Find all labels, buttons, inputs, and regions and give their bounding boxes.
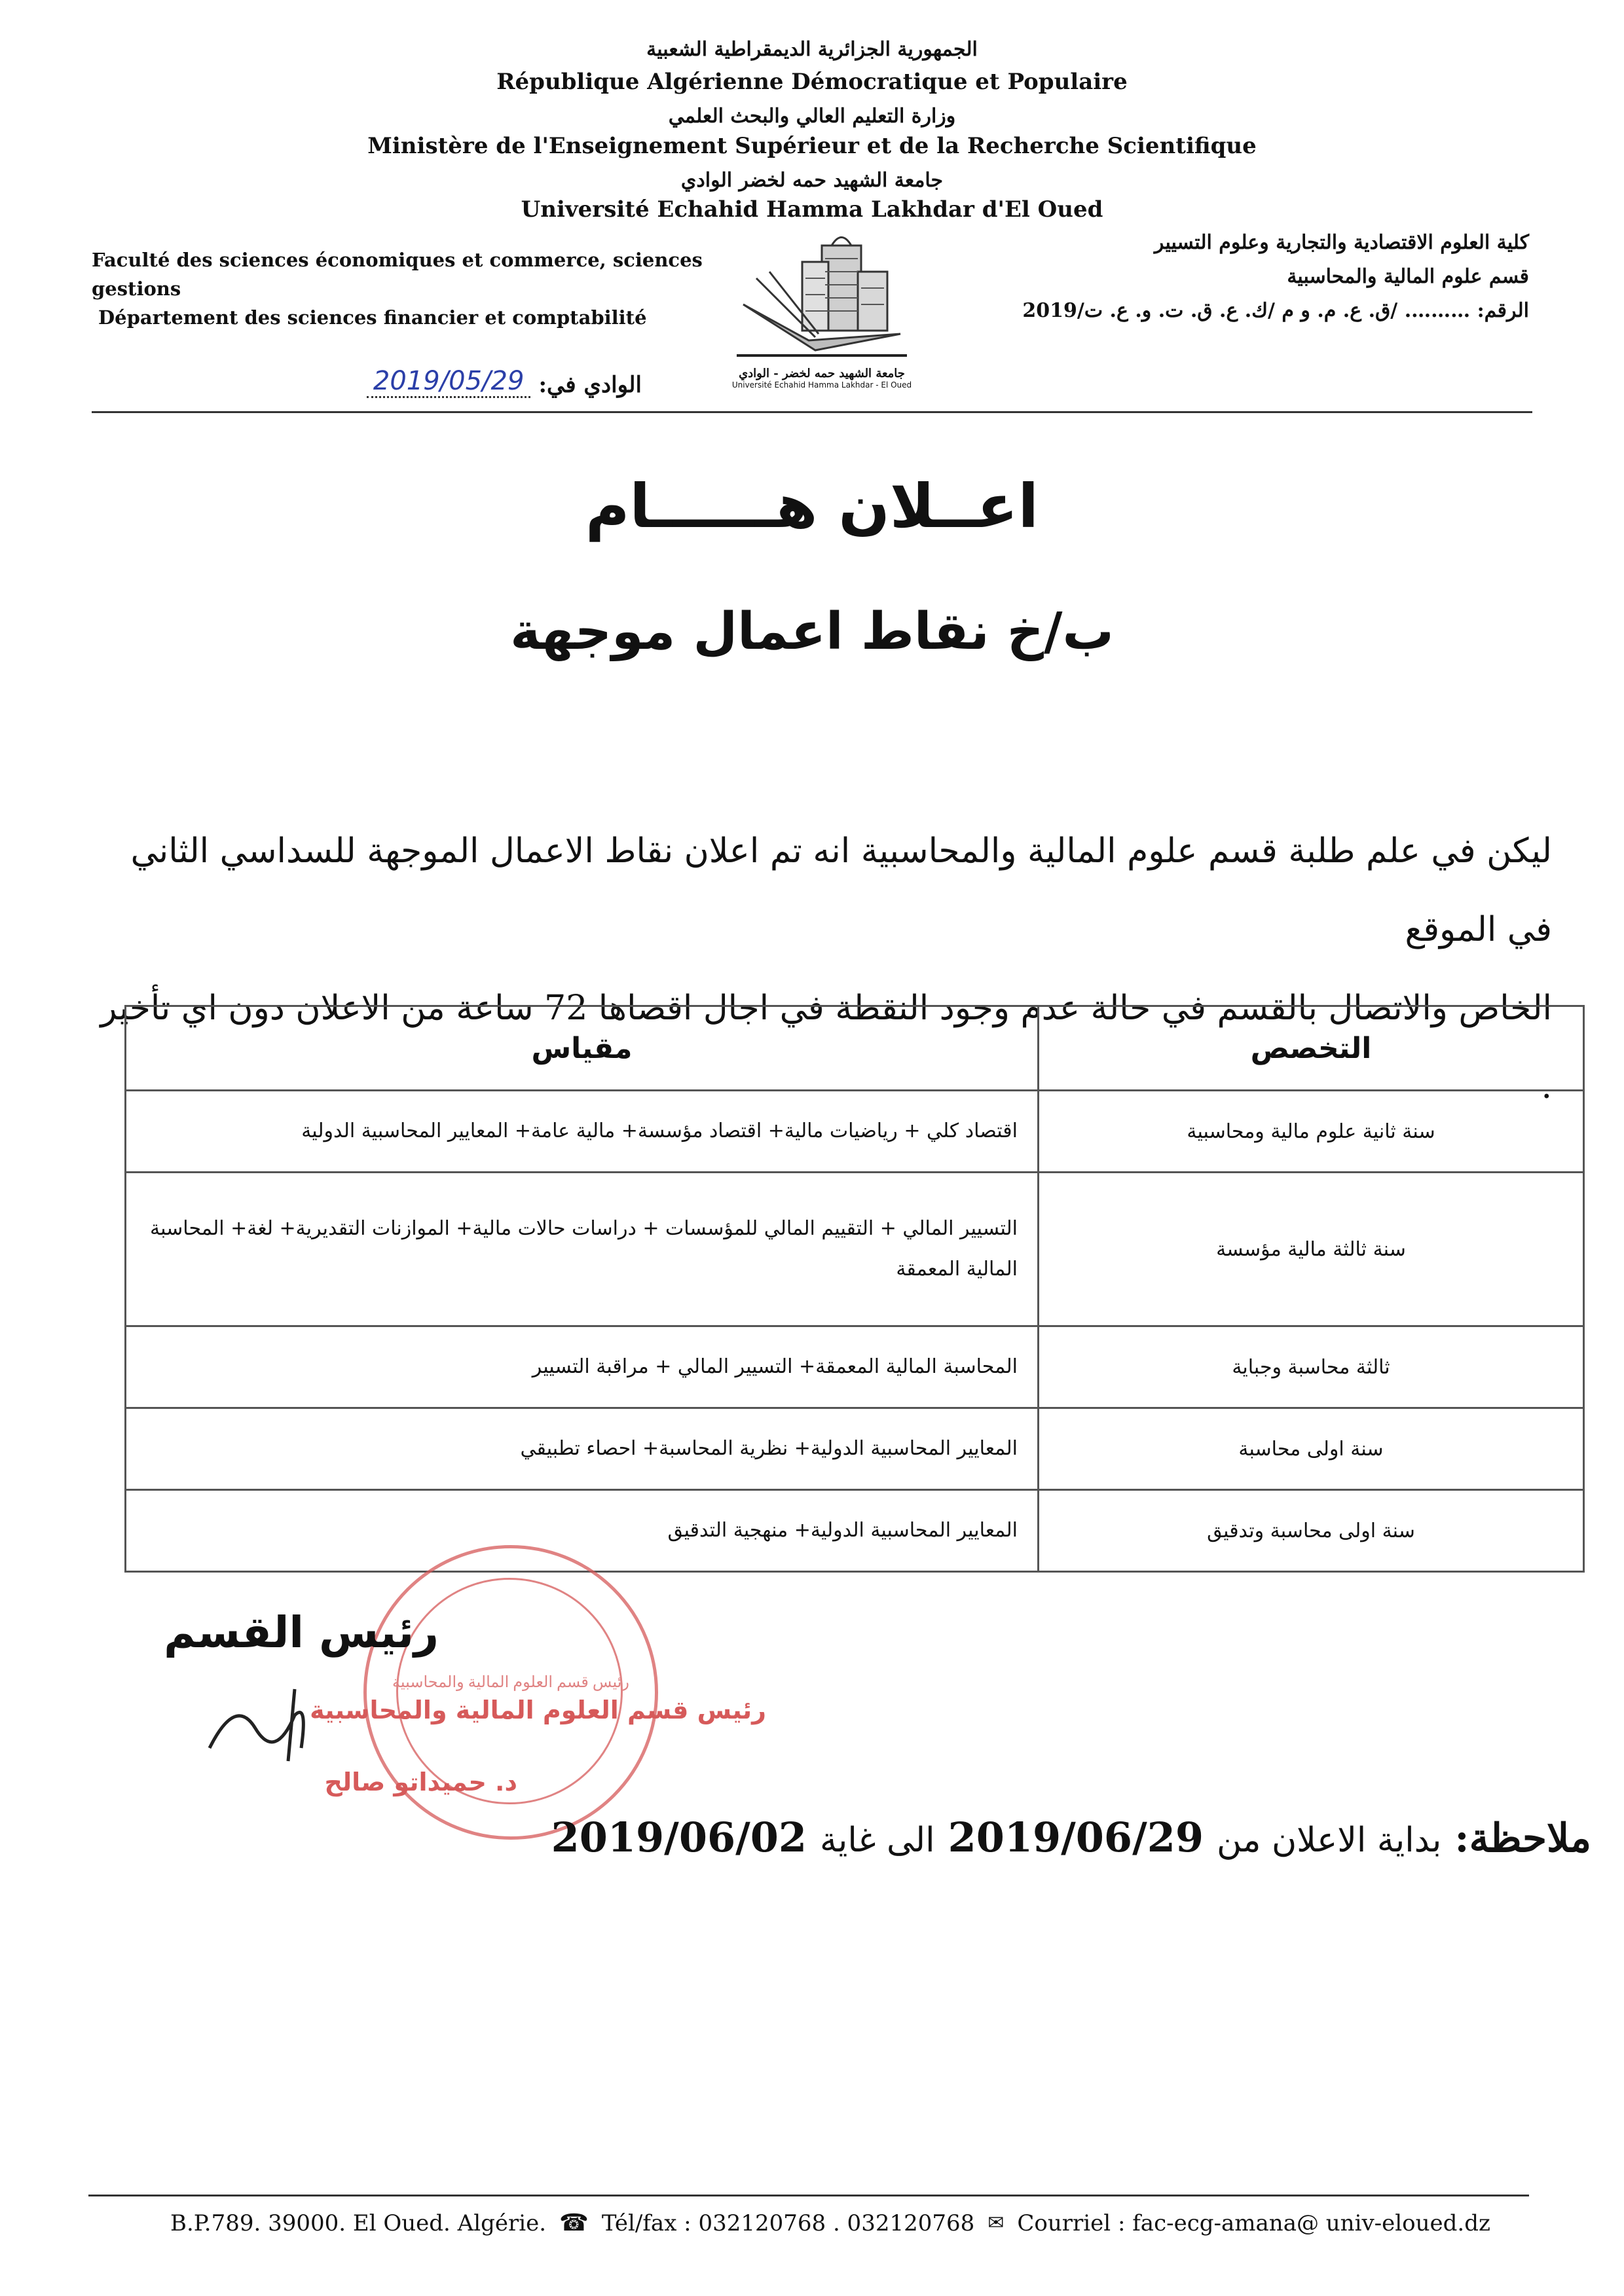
module-cell: المعايير المحاسبية الدولية+ نظرية المحاسبة+ احصاء تطبيقي — [126, 1408, 1039, 1490]
module-cell: المحاسبة المالية المعمقة+ التسيير المالي + مراقبة التسيير — [126, 1326, 1039, 1408]
specialty-cell: سنة ثالثة مالية مؤسسة — [1039, 1173, 1584, 1326]
footer-divider — [88, 2195, 1529, 2196]
announcement-subtitle: ب/خ نقاط اعمال موجهة — [510, 602, 1114, 661]
table-row — [126, 1173, 1584, 1326]
university-logo — [724, 226, 920, 393]
body-line-2: الخاص والاتصال بالقسم في حالة عدم وجود النقطة في اجال اقصاها 72 ساعة من الاعلان دون اي تأخير . — [100, 989, 1552, 1106]
note-start-date: 2019/06/29 — [948, 1813, 1204, 1861]
department-french: Département des sciences financier et comptabilité — [98, 306, 647, 329]
specialty-cell: سنة اولى محاسبة — [1039, 1408, 1584, 1490]
faculty-french-line1: Faculté des sciences économiques et commerce, sciences — [92, 249, 703, 271]
ministry-arabic: وزارة التعليم العالي والبحث العلمي — [668, 105, 956, 128]
phone-icon: ☎ — [559, 2210, 589, 2236]
table-row — [126, 1091, 1584, 1173]
ministry-french: Ministère de l'Enseignement Supérieur et de la Recherche Scientifique — [367, 133, 1257, 159]
reference-number: الرقم: ………. /ق. ع. م. و م /ك. ع. ق. ت. و. ع. ت/2019 — [1022, 299, 1529, 322]
footer — [170, 2210, 1545, 2236]
university-arabic: جامعة الشهيد حمه لخضر الوادي — [680, 169, 944, 192]
footer-phone: Tél/fax : 032120768 . 032120768 — [601, 2210, 975, 2236]
note-line — [380, 1813, 1591, 1861]
header-module: مقياس — [126, 1006, 1039, 1091]
logo-caption-french: Université Echahid Hamma Lakhdar - El Oued — [731, 380, 912, 390]
faculty-arabic: كلية العلوم الاقتصادية والتجارية وعلوم التسيير — [1154, 231, 1529, 254]
date-line — [223, 352, 642, 398]
footer-address: B.P.789. 39000. El Oued. Algérie. — [170, 2210, 547, 2236]
department-head-title: رئيس القسم — [164, 1607, 439, 1658]
header-specialty: التخصص — [1039, 1006, 1584, 1091]
specialty-cell: سنة ثانية علوم مالية ومحاسبية — [1039, 1091, 1584, 1173]
announcement-title: اعــلان هــــــام — [585, 471, 1039, 541]
module-cell: المعايير المحاسبية الدولية+ منهجية التدقيق — [126, 1490, 1039, 1572]
module-cell: اقتصاد كلي + رياضيات مالية+ اقتصاد مؤسسة+ مالية عامة+ المعايير المحاسبية الدولية — [126, 1091, 1039, 1173]
date-handwritten: 2019/05/29 — [367, 366, 531, 398]
faculty-french-block — [92, 246, 733, 332]
university-building-icon — [724, 226, 920, 363]
table-row — [126, 1490, 1584, 1572]
footer-email: Courriel : fac-ecg-amana@ univ-eloued.dz — [1017, 2210, 1490, 2236]
republic-arabic: الجمهورية الجزائرية الديمقراطية الشعبية — [646, 38, 978, 61]
stamp-name-line: د. حميداتو صالح — [324, 1768, 517, 1796]
republic-french: République Algérienne Démocratique et Populaire — [496, 69, 1128, 95]
mail-icon: ✉ — [987, 2212, 1005, 2234]
stamp-text: رئيس قسم العلوم المالية والمحاسبية — [392, 1674, 630, 1691]
body-line-1: ليكن في علم طلبة قسم علوم المالية والمحاسبية انه تم اعلان نقاط الاعمال الموجهة للسداسي الثاني في الموقع — [130, 831, 1552, 949]
faculty-french-line2: gestions — [92, 278, 181, 300]
note-until-text: الى غاية — [820, 1821, 935, 1860]
table-header-row — [126, 1006, 1584, 1091]
note-end-date: 2019/06/02 — [551, 1813, 807, 1861]
module-cell: التسيير المالي + التقييم المالي للمؤسسات + دراسات حالات مالية+ الموازنات التقديرية+ لغة+ المحاسبة المالية المعمقة — [126, 1173, 1039, 1326]
specialty-cell: ثالثة محاسبة وجباية — [1039, 1326, 1584, 1408]
grades-table — [124, 1005, 1585, 1573]
handwritten-signature-icon — [196, 1676, 393, 1768]
header-divider — [92, 411, 1532, 413]
specialty-cell: سنة اولى محاسبة وتدقيق — [1039, 1490, 1584, 1572]
faculty-arabic-block — [940, 226, 1529, 328]
university-french: Université Echahid Hamma Lakhdar d'El Oued — [521, 196, 1103, 223]
date-label: الوادي في: — [538, 372, 642, 398]
note-start-text: بداية الاعلان من — [1217, 1821, 1442, 1860]
note-label: ملاحظة: — [1454, 1815, 1591, 1861]
department-arabic: قسم علوم المالية والمحاسبية — [1287, 265, 1529, 288]
stamp-role-line: رئيس قسم العلوم المالية والمحاسبية — [310, 1696, 766, 1724]
logo-caption-arabic: جامعة الشهيد حمه لخضر - الوادي — [739, 367, 905, 380]
table-row — [126, 1408, 1584, 1490]
table-row — [126, 1326, 1584, 1408]
